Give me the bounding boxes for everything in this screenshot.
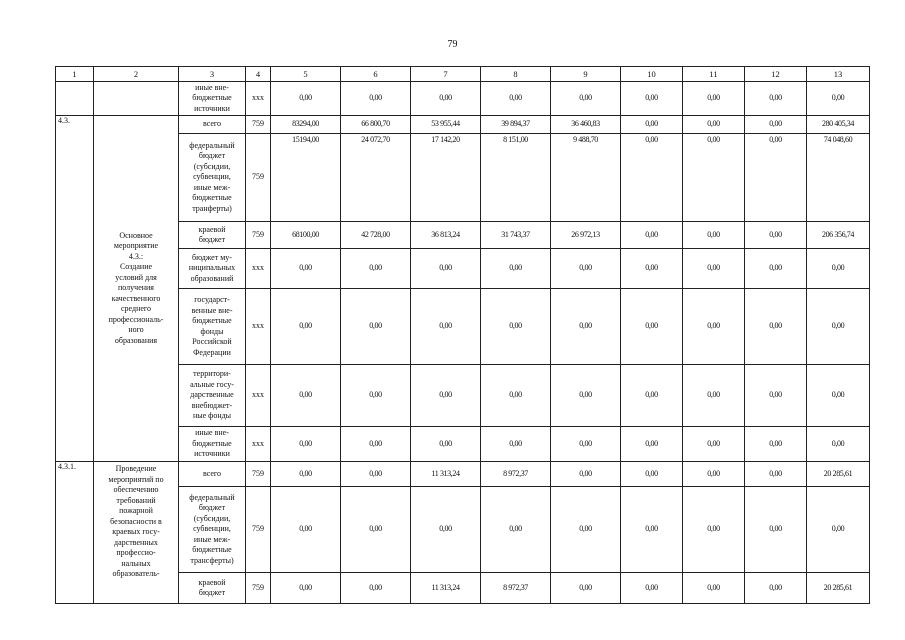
- row-number-cell: 4.3.1.: [56, 462, 94, 604]
- value-cell: 0,00: [271, 289, 341, 365]
- value-cell: 15194,00: [271, 134, 341, 222]
- value-cell: 68100,00: [271, 222, 341, 249]
- funding-source-cell: федеральный бюджет (субсидии, субвенции, иные меж- бюджетные трансферты): [179, 487, 246, 573]
- value-cell: 0,00: [745, 249, 807, 289]
- value-cell: 36 460,83: [551, 116, 621, 134]
- value-cell: 31 743,37: [481, 222, 551, 249]
- value-cell: 0,00: [683, 289, 745, 365]
- column-header: 11: [683, 67, 745, 82]
- value-cell: 0,00: [341, 249, 411, 289]
- value-cell: 8 151,00: [481, 134, 551, 222]
- value-cell: 0,00: [621, 289, 683, 365]
- value-cell: 0,00: [341, 462, 411, 487]
- value-cell: 66 800,70: [341, 116, 411, 134]
- value-cell: 0,00: [341, 82, 411, 116]
- value-cell: 0,00: [411, 487, 481, 573]
- value-cell: 83294,00: [271, 116, 341, 134]
- value-cell: 0,00: [271, 82, 341, 116]
- column-header: 4: [246, 67, 271, 82]
- value-cell: 36 813,24: [411, 222, 481, 249]
- value-cell: 0,00: [411, 82, 481, 116]
- column-header: 2: [94, 67, 179, 82]
- table-row: [56, 222, 870, 249]
- table-row: [56, 289, 870, 365]
- budget-code-cell: 759: [246, 462, 271, 487]
- funding-source-cell: краевой бюджет: [179, 222, 246, 249]
- table-row: [56, 134, 870, 222]
- value-cell: 0,00: [621, 365, 683, 427]
- value-cell: 0,00: [745, 427, 807, 462]
- value-cell: 0,00: [411, 249, 481, 289]
- value-cell: 0,00: [341, 487, 411, 573]
- value-cell: 0,00: [683, 573, 745, 604]
- budget-code-cell: 759: [246, 134, 271, 222]
- value-cell: 0,00: [807, 487, 870, 573]
- column-header: 1: [56, 67, 94, 82]
- column-header: 8: [481, 67, 551, 82]
- value-cell: 0,00: [621, 82, 683, 116]
- value-cell: 0,00: [411, 427, 481, 462]
- value-cell: 0,00: [271, 249, 341, 289]
- row-name-cell: [94, 82, 179, 116]
- value-cell: 0,00: [683, 82, 745, 116]
- value-cell: 0,00: [745, 573, 807, 604]
- value-cell: 0,00: [807, 365, 870, 427]
- value-cell: 0,00: [481, 487, 551, 573]
- value-cell: 0,00: [683, 487, 745, 573]
- value-cell: 0,00: [551, 365, 621, 427]
- value-cell: 0,00: [341, 427, 411, 462]
- value-cell: 0,00: [551, 462, 621, 487]
- value-cell: 0,00: [551, 487, 621, 573]
- value-cell: 0,00: [807, 427, 870, 462]
- column-header: 12: [745, 67, 807, 82]
- column-header: 13: [807, 67, 870, 82]
- value-cell: 0,00: [411, 365, 481, 427]
- funding-source-cell: иные вне- бюджетные источники: [179, 82, 246, 116]
- funding-source-cell: федеральный бюджет (субсидии, субвенции, иные меж- бюджетные транферты): [179, 134, 246, 222]
- row-number-cell: [56, 82, 94, 116]
- value-cell: 0,00: [683, 462, 745, 487]
- value-cell: 0,00: [271, 427, 341, 462]
- column-header: 7: [411, 67, 481, 82]
- value-cell: 26 972,13: [551, 222, 621, 249]
- column-header: 3: [179, 67, 246, 82]
- value-cell: 8 972,37: [481, 462, 551, 487]
- funding-source-cell: краевой бюджет: [179, 573, 246, 604]
- table-row: [56, 462, 870, 487]
- value-cell: 0,00: [341, 573, 411, 604]
- value-cell: 39 894,37: [481, 116, 551, 134]
- funding-source-cell: бюджет му- ниципальных образований: [179, 249, 246, 289]
- value-cell: 11 313,24: [411, 462, 481, 487]
- value-cell: 0,00: [683, 222, 745, 249]
- value-cell: 0,00: [481, 82, 551, 116]
- value-cell: 0,00: [745, 487, 807, 573]
- table-row: [56, 116, 870, 134]
- budget-code-cell: xxx: [246, 249, 271, 289]
- value-cell: 17 142,20: [411, 134, 481, 222]
- value-cell: 0,00: [621, 134, 683, 222]
- value-cell: 8 972,37: [481, 573, 551, 604]
- table-header-row: [56, 67, 870, 82]
- value-cell: 0,00: [745, 289, 807, 365]
- value-cell: 0,00: [411, 289, 481, 365]
- funding-source-cell: иные вне- бюджетные источники: [179, 427, 246, 462]
- value-cell: 0,00: [551, 82, 621, 116]
- value-cell: 0,00: [271, 487, 341, 573]
- value-cell: 20 285,61: [807, 573, 870, 604]
- funding-source-cell: государст- венные вне- бюджетные фонды Российской Федерации: [179, 289, 246, 365]
- value-cell: 0,00: [621, 462, 683, 487]
- table-row: [56, 365, 870, 427]
- budget-table: [55, 66, 870, 604]
- value-cell: 0,00: [683, 427, 745, 462]
- value-cell: 0,00: [481, 289, 551, 365]
- budget-code-cell: xxx: [246, 365, 271, 427]
- value-cell: 0,00: [621, 222, 683, 249]
- value-cell: 0,00: [807, 289, 870, 365]
- value-cell: 42 728,00: [341, 222, 411, 249]
- value-cell: 0,00: [621, 249, 683, 289]
- value-cell: 0,00: [551, 427, 621, 462]
- value-cell: 20 285,61: [807, 462, 870, 487]
- row-name-cell: Основное мероприятие 4.3.: Создание условий для получения качественного среднего профессиональ- ного образования: [94, 116, 179, 462]
- value-cell: 0,00: [551, 573, 621, 604]
- value-cell: 11 313,24: [411, 573, 481, 604]
- table-row: [56, 573, 870, 604]
- value-cell: 0,00: [745, 462, 807, 487]
- page-number: 79: [447, 39, 458, 50]
- budget-code-cell: xxx: [246, 82, 271, 116]
- value-cell: 0,00: [683, 365, 745, 427]
- value-cell: 0,00: [621, 573, 683, 604]
- value-cell: 0,00: [551, 249, 621, 289]
- table-row: [56, 249, 870, 289]
- value-cell: 0,00: [807, 82, 870, 116]
- value-cell: 0,00: [745, 222, 807, 249]
- value-cell: 206 356,74: [807, 222, 870, 249]
- value-cell: 0,00: [481, 365, 551, 427]
- funding-source-cell: территори- альные госу- дарственные внебюджет- ные фонды: [179, 365, 246, 427]
- value-cell: 0,00: [271, 365, 341, 427]
- value-cell: 0,00: [271, 573, 341, 604]
- column-header: 5: [271, 67, 341, 82]
- value-cell: 0,00: [745, 116, 807, 134]
- value-cell: 53 955,44: [411, 116, 481, 134]
- column-header: 6: [341, 67, 411, 82]
- value-cell: 0,00: [745, 82, 807, 116]
- value-cell: 24 072,70: [341, 134, 411, 222]
- value-cell: 0,00: [621, 487, 683, 573]
- value-cell: 0,00: [683, 116, 745, 134]
- value-cell: 0,00: [745, 365, 807, 427]
- value-cell: 74 048,60: [807, 134, 870, 222]
- column-header: 9: [551, 67, 621, 82]
- budget-code-cell: 759: [246, 573, 271, 604]
- budget-code-cell: 759: [246, 116, 271, 134]
- row-number-cell: 4.3.: [56, 116, 94, 462]
- budget-code-cell: xxx: [246, 427, 271, 462]
- value-cell: 0,00: [271, 462, 341, 487]
- column-header: 10: [621, 67, 683, 82]
- value-cell: 0,00: [807, 249, 870, 289]
- budget-code-cell: 759: [246, 487, 271, 573]
- value-cell: 0,00: [551, 289, 621, 365]
- value-cell: 0,00: [745, 134, 807, 222]
- value-cell: 0,00: [683, 134, 745, 222]
- value-cell: 0,00: [481, 249, 551, 289]
- table-row: [56, 487, 870, 573]
- value-cell: 0,00: [341, 289, 411, 365]
- budget-code-cell: 759: [246, 222, 271, 249]
- table-row: [56, 427, 870, 462]
- row-name-cell: Проведение мероприятий по обеспечению требований пожарной безопасности в краевых госу- дарственных профессио- нальных образователь-: [94, 462, 179, 604]
- value-cell: 9 488,70: [551, 134, 621, 222]
- value-cell: 0,00: [683, 249, 745, 289]
- value-cell: 0,00: [621, 427, 683, 462]
- value-cell: 280 405,34: [807, 116, 870, 134]
- funding-source-cell: всего: [179, 462, 246, 487]
- value-cell: 0,00: [481, 427, 551, 462]
- table-row: [56, 82, 870, 116]
- value-cell: 0,00: [621, 116, 683, 134]
- budget-code-cell: xxx: [246, 289, 271, 365]
- value-cell: 0,00: [341, 365, 411, 427]
- funding-source-cell: всего: [179, 116, 246, 134]
